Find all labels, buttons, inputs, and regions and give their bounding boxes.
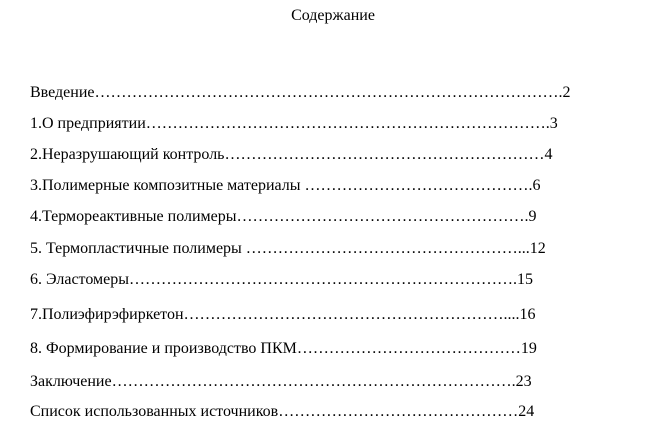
toc-entry-conclusion: Заключение………………………………………………………………….23: [30, 373, 532, 390]
toc-entry-2: 2.Неразрушающий контроль……………………………………………………4: [30, 146, 553, 163]
toc-entry-6: 6. Эластомеры……………………………………………………………….15: [30, 271, 533, 288]
toc-entry-references: Список использованных источников………………………………………24: [30, 403, 535, 420]
toc-entry-7: 7.Полиэфирэфиркетон……………………………………………………....16: [30, 306, 536, 323]
toc-entry-1: 1.О предприятии………………………………………………………………….3: [30, 115, 558, 132]
toc-entry-5: 5. Термопластичные полимеры ……………………………………………...12: [30, 240, 546, 257]
page-title: Содержание: [291, 7, 375, 24]
toc-entry-4: 4.Термореактивные полимеры……………………………………………….9: [30, 208, 537, 225]
toc-entry-introduction: Введение…………………………………………………………………………….2: [30, 84, 571, 101]
toc-entry-3: 3.Полимерные композитные материалы …………………………………….6: [30, 177, 541, 194]
toc-entry-8: 8. Формирование и производство ПКМ……………………………………19: [30, 340, 537, 357]
